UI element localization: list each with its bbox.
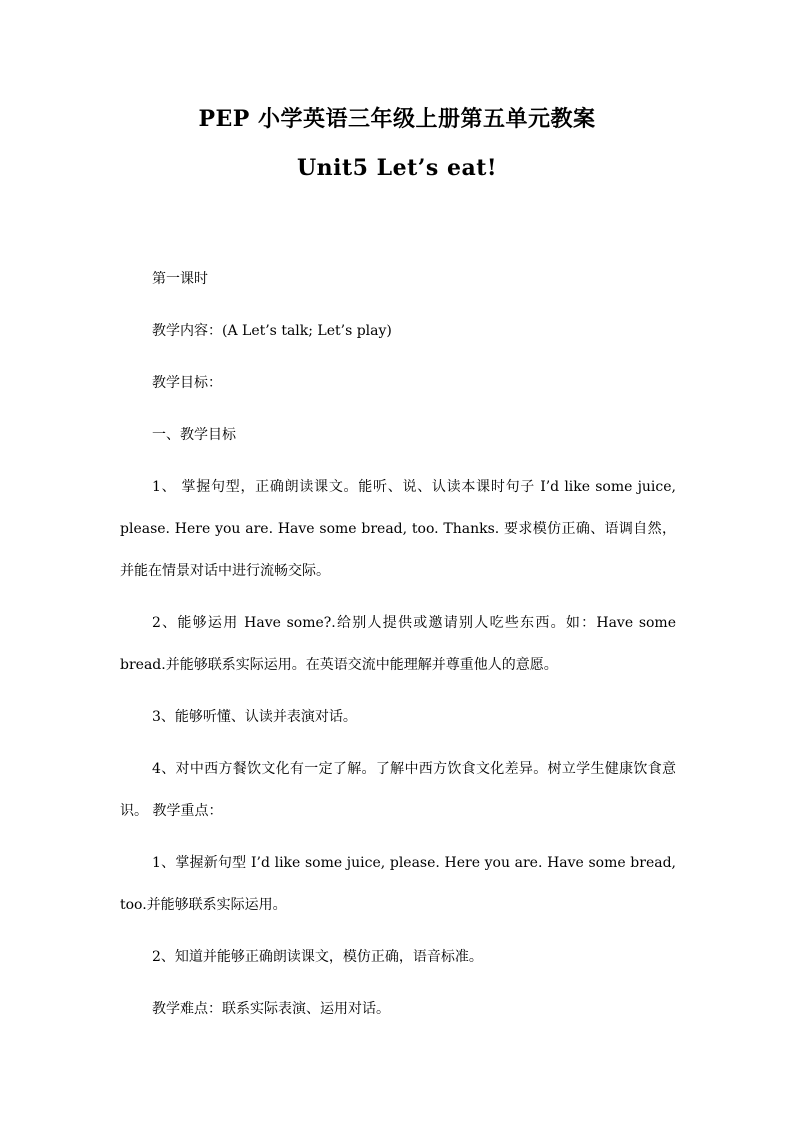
- paragraph-key-point-2: 2、知道并能够正确朗读课文，模仿正确，语音标准。: [152, 949, 483, 965]
- paragraph-lesson: 第一课时: [152, 271, 208, 287]
- paragraph-content: 教学内容：(A Let’s talk; Let’s play): [152, 323, 392, 339]
- document-subtitle: Unit5 Let’s eat!: [296, 155, 498, 181]
- document-body: [120, 258, 676, 1040]
- paragraph-key-point-1: 1、掌握新句型 I’d like some juice, please. Here you are. Have some bread, too.并能够联系实际运用。: [120, 855, 676, 913]
- paragraph-difficulty: 教学难点：联系实际表演、运用对话。: [152, 1001, 390, 1017]
- document-title: PEP 小学英语三年级上册第五单元教案: [198, 106, 596, 132]
- paragraph-objective-2: 2、能够运用 Have some?.给别人提供或邀请别人吃些东西。如：Have some bread.并能够联系实际运用。在英语交流中能理解并尊重他人的意愿。: [120, 615, 676, 673]
- paragraph-objective-4: 4、对中西方餐饮文化有一定了解。了解中西方饮食文化差异。树立学生健康饮食意识。 教学重点：: [120, 761, 676, 819]
- paragraph-objective-1: 1、 掌握句型，正确朗读课文。能听、说、认读本课时句子 I’d like some juice, please. Here you are. Have some bread, too. Thanks. 要求模仿正确、语调自然，并能在情景对话中进行流畅交际。: [120, 479, 676, 579]
- paragraph-objective-3: 3、能够听懂、认读并表演对话。: [152, 709, 357, 725]
- paragraph-objectives-label: 教学目标：: [152, 375, 222, 391]
- paragraph-objectives-heading: 一、教学目标: [152, 427, 236, 443]
